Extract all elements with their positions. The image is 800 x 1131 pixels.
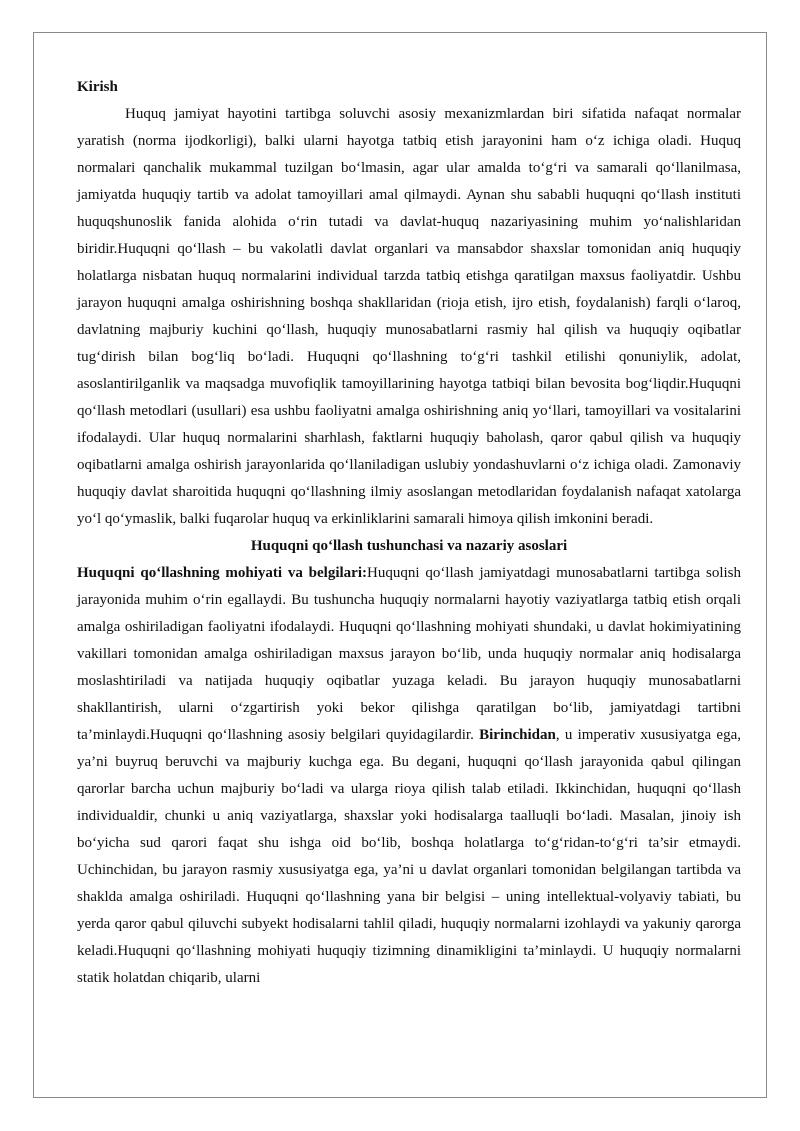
section-heading: Huquqni qo‘llash tushunchasi va nazariy asoslari [250, 538, 568, 554]
intro-paragraph: Huquq jamiyat hayotini tartibga soluvchi asosiy mexanizmlardan biri sifatida nafaqat normalar yaratish (norma ijodkorligi), balki ularni hayotga tatbiq etish jarayonini ham o‘z ichiga oladi. Huquq normalari qanchalik mukammal tuzilgan bo‘lmasin, agar ular amalda to‘g‘ri va samarali qo‘llanilmasa, jamiyatda huquqiy tartib va adolat tamoyillari amal qilmaydi. Aynan shu sababli huquqni qo‘llash instituti huquqshunoslik fanida alohida o‘rin tutadi va davlat-huquq nazariyasining muhim yo‘nalishlaridan biridir.Huquqni qo‘llash – bu vakolatli davlat organlari va mansabdor shaxslar tomonidan aniq huquqiy holatlarga nisbatan huquq normalarini individual tarzda tatbiq etishga qaratilgan maxsus faoliyatdir. Ushbu jarayon huquqni amalga oshirishning boshqa shakllaridan (rioja etish, ijro etish, foydalanish) farqli o‘laroq, davlatning majburiy kuchini qo‘llash, huquqiy munosabatlarni rasmiy hal qilish va huquqiy oqibatlar tug‘dirish bilan bog‘liq bo‘ladi. Huquqni qo‘llashning to‘g‘ri tashkil etilishi qonuniylik, adolat, asoslantirilganlik va maqsadga muvofiqlik tamoyillarining hayotga tatbiqi bilan bevosita bog‘liqdir.Huquqni qo‘llash metodlari (usullari) esa ushbu faoliyatni amalga oshirishning aniq yo‘llari, tamoyillari va vositalarini ifodalaydi. Ular huquq normalarini sharhlash, faktlarni huquqiy baholash, qaror qabul qilish va huquqiy oqibatlarni amalga oshirish jarayonlarida qo‘llaniladigan uslubiy yondashuvlarni o‘z ichiga oladi. Zamonaviy huquqiy davlat sharoitida huquqni qo‘llashning ilmiy asoslangan metodlaridan foydalanish nafaqat xatolarga yo‘l qo‘ymaslik, balki fuqarolar huquq va erkinliklarini samarali himoya qilish imkonini beradi. [77, 106, 741, 527]
body-text-part2: , u imperativ xususiyatga ega, ya’ni buyruq beruvchi va majburiy kuchga ega. Bu degani, huquqni qo‘llash jarayonida qabul qilingan qarorlar barcha uchun majburiy bo‘ladi va ularga rioya qilish talab etiladi. Ikkinchidan, huquqni qo‘llash individualdir, chunki u aniq vaziyatlarga, shaxslar yoki hodisalarga taalluqli bo‘ladi. Masalan, jinoiy ish bo‘yicha sud qarori faqat shu ishga oid bo‘lib, boshqa holatlarga to‘g‘ridan-to‘g‘ri ta’sir etmaydi. Uchinchidan, bu jarayon rasmiy xususiyatga ega, ya’ni u davlat organlari tomonidan belgilangan tartibda va shaklda amalga oshiriladi. Huquqni qo‘llashning yana bir belgisi – uning intellektual-volyaviy tabiati, bu yerda qaror qabul qiluvchi subyekt hodisalarni tahlil qiladi, huquqiy normalarni izohlaydi va yakuniy qarorga keladi.Huquqni qo‘llashning mohiyati huquqiy tizimning dinamikligini ta’minlaydi. U huquqiy normalarni statik holatdan chiqarib, ularni [77, 727, 741, 986]
intro-heading: Kirish [77, 79, 118, 95]
body-text-part1: Huquqni qo‘llash jamiyatdagi munosabatlarni tartibga solish jarayonida muhim o‘rin egallaydi. Bu tushuncha huquqiy normalarni hayotiy vaziyatlarga tatbiq etish orqali amalga oshiriladigan faoliyatni ifodalaydi. Huquqni qo‘llashning mohiyati shundaki, u davlat hokimiyatining vakillari tomonidan amalga oshiriladigan maxsus jarayon bo‘lib, unda huquqiy normalar aniq hodisalarga moslashtiriladi va natijada huquqiy oqibatlar yuzaga keladi. Bu jarayon huquqiy munosabatlarni shakllantirish, ularni o‘zgartirish yoki bekor qilishga qaratilgan bo‘lib, jamiyatdagi tartibni ta’minlaydi.Huquqni qo‘llashning asosiy belgilari quyidagilardir. [77, 565, 741, 743]
document-body [77, 74, 741, 992]
bold-word: Birinchidan [479, 727, 556, 743]
body-paragraph [77, 560, 741, 992]
subsection-label: Huquqni qo‘llashning mohiyati va belgilari: [77, 565, 367, 581]
